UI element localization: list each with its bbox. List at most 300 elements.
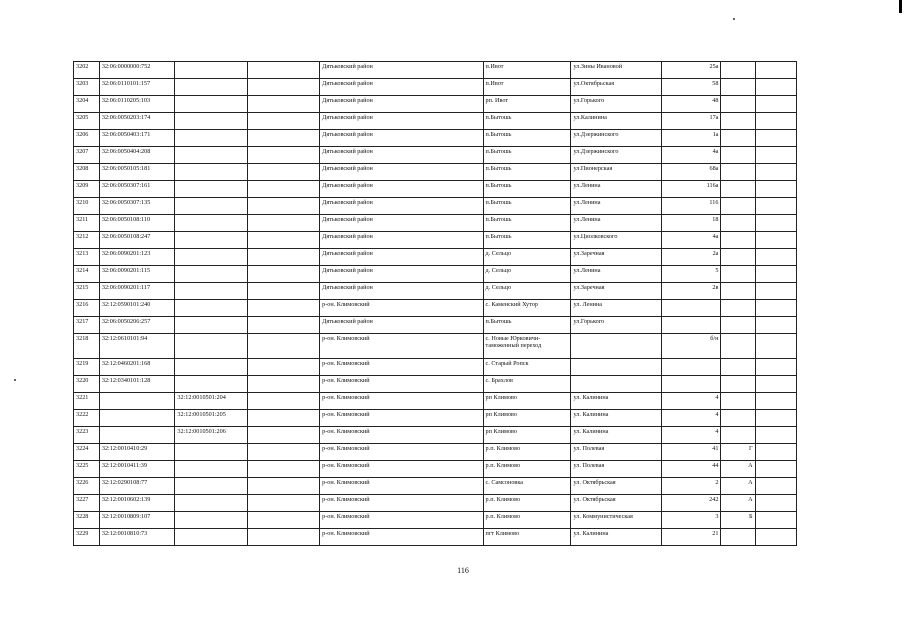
scan-edge-mark — [899, 0, 902, 13]
row-number-cell: 3214 — [74, 266, 100, 283]
empty-cell — [755, 198, 796, 215]
table-row — [74, 130, 797, 147]
empty-cell — [247, 181, 319, 198]
empty-cell — [755, 376, 796, 393]
cadastral-number-alt-cell — [175, 198, 247, 215]
empty-cell — [247, 393, 319, 410]
table-row — [74, 198, 797, 215]
house-number-cell — [662, 376, 721, 393]
cadastral-number-cell: 32:06:0050404:208 — [99, 147, 175, 164]
street-cell: ул.Циолковского — [571, 232, 662, 249]
empty-cell — [247, 96, 319, 113]
street-cell: ул.Заречная — [571, 283, 662, 300]
registry-table — [73, 61, 797, 546]
house-letter-cell — [721, 359, 755, 376]
empty-cell — [247, 529, 319, 546]
table-row — [74, 215, 797, 232]
row-number-cell: 3212 — [74, 232, 100, 249]
house-letter-cell — [721, 266, 755, 283]
cadastral-number-cell: 32:12:0010410:29 — [99, 444, 175, 461]
district-cell: Дятьковский район — [320, 232, 483, 249]
street-cell: ул. Полевая — [571, 444, 662, 461]
empty-cell — [755, 283, 796, 300]
cadastral-number-cell: 32:12:0340101:128 — [99, 376, 175, 393]
table-row — [74, 300, 797, 317]
house-letter-cell — [721, 62, 755, 79]
house-number-cell: 18 — [662, 215, 721, 232]
row-number-cell: 3211 — [74, 215, 100, 232]
cadastral-number-cell: 32:06:0090201:117 — [99, 283, 175, 300]
cadastral-number-alt-cell — [175, 512, 247, 529]
district-cell: р-он. Климовский — [320, 444, 483, 461]
empty-cell — [247, 376, 319, 393]
street-cell: ул. Коммунистическая — [571, 512, 662, 529]
table-row — [74, 113, 797, 130]
table-row — [74, 512, 797, 529]
district-cell: Дятьковский район — [320, 164, 483, 181]
house-number-cell: 4а — [662, 147, 721, 164]
cadastral-number-cell: 32:12:0010411:39 — [99, 461, 175, 478]
house-letter-cell: Г — [721, 444, 755, 461]
house-number-cell: 21 — [662, 529, 721, 546]
empty-cell — [755, 334, 796, 359]
street-cell: ул. Калинина — [571, 410, 662, 427]
cadastral-number-alt-cell — [175, 232, 247, 249]
table-row — [74, 334, 797, 359]
cadastral-number-cell: 32:06:0050203:174 — [99, 113, 175, 130]
street-cell: ул. Калинина — [571, 529, 662, 546]
cadastral-number-alt-cell — [175, 130, 247, 147]
locality-cell: п.Бытошь — [483, 147, 571, 164]
house-number-cell: 48 — [662, 96, 721, 113]
empty-cell — [247, 317, 319, 334]
locality-cell: п.Бытошь — [483, 113, 571, 130]
locality-cell: пгт Климово — [483, 529, 571, 546]
cadastral-number-alt-cell — [175, 249, 247, 266]
row-number-cell: 3208 — [74, 164, 100, 181]
district-cell: р-он. Климовский — [320, 529, 483, 546]
locality-cell: рп. Ивот — [483, 96, 571, 113]
empty-cell — [247, 249, 319, 266]
cadastral-number-cell: 32:06:0090201:123 — [99, 249, 175, 266]
empty-cell — [755, 79, 796, 96]
cadastral-number-cell: 32:12:0010809:107 — [99, 512, 175, 529]
district-cell: Дятьковский район — [320, 283, 483, 300]
district-cell: р-он. Климовский — [320, 334, 483, 359]
street-cell: ул. Октябрьская — [571, 478, 662, 495]
table-row — [74, 317, 797, 334]
locality-cell: п.Бытошь — [483, 215, 571, 232]
district-cell: р-он. Климовский — [320, 495, 483, 512]
house-letter-cell — [721, 410, 755, 427]
house-letter-cell — [721, 113, 755, 130]
empty-cell — [247, 461, 319, 478]
locality-cell: р.п. Климово — [483, 461, 571, 478]
street-cell: ул.Октябрьская — [571, 79, 662, 96]
house-letter-cell — [721, 79, 755, 96]
district-cell: р-он. Климовский — [320, 359, 483, 376]
district-cell: р-он. Климовский — [320, 376, 483, 393]
house-number-cell: 116 — [662, 198, 721, 215]
cadastral-number-alt-cell — [175, 376, 247, 393]
district-cell: р-он. Климовский — [320, 410, 483, 427]
table-row — [74, 461, 797, 478]
district-cell: Дятьковский район — [320, 249, 483, 266]
table-row — [74, 495, 797, 512]
house-letter-cell — [721, 317, 755, 334]
cadastral-number-cell: 32:06:0050108:110 — [99, 215, 175, 232]
district-cell: р-он. Климовский — [320, 478, 483, 495]
empty-cell — [755, 512, 796, 529]
empty-cell — [755, 444, 796, 461]
house-number-cell: 4 — [662, 393, 721, 410]
cadastral-number-alt-cell: 32:12:0010501:205 — [175, 410, 247, 427]
empty-cell — [247, 113, 319, 130]
cadastral-number-cell: 32:12:0610101:94 — [99, 334, 175, 359]
district-cell: р-он. Климовский — [320, 300, 483, 317]
cadastral-number-alt-cell — [175, 359, 247, 376]
cadastral-number-cell — [99, 393, 175, 410]
house-number-cell: 2 — [662, 478, 721, 495]
house-number-cell: 2а — [662, 249, 721, 266]
cadastral-number-alt-cell — [175, 283, 247, 300]
row-number-cell: 3217 — [74, 317, 100, 334]
empty-cell — [247, 427, 319, 444]
row-number-cell: 3215 — [74, 283, 100, 300]
row-number-cell: 3218 — [74, 334, 100, 359]
table-row — [74, 232, 797, 249]
cadastral-number-cell: 32:06:0050403:171 — [99, 130, 175, 147]
house-letter-cell: А — [721, 478, 755, 495]
row-number-cell: 3206 — [74, 130, 100, 147]
street-cell: ул.Ленина — [571, 215, 662, 232]
row-number-cell: 3224 — [74, 444, 100, 461]
cadastral-number-cell — [99, 410, 175, 427]
cadastral-number-cell: 32:06:0050307:135 — [99, 198, 175, 215]
street-cell: ул.Ленина — [571, 181, 662, 198]
house-letter-cell: Б — [721, 512, 755, 529]
house-number-cell: 68а — [662, 164, 721, 181]
street-cell — [571, 376, 662, 393]
house-letter-cell — [721, 376, 755, 393]
empty-cell — [755, 495, 796, 512]
empty-cell — [247, 215, 319, 232]
district-cell: Дятьковский район — [320, 317, 483, 334]
empty-cell — [755, 113, 796, 130]
table-row — [74, 96, 797, 113]
locality-cell: с. Новые Юрковичи-таможенный переход — [483, 334, 571, 359]
street-cell: ул. Ленина — [571, 300, 662, 317]
house-letter-cell — [721, 181, 755, 198]
empty-cell — [755, 529, 796, 546]
table-row — [74, 427, 797, 444]
district-cell: Дятьковский район — [320, 198, 483, 215]
table-row — [74, 181, 797, 198]
table-row — [74, 359, 797, 376]
locality-cell: п.Бытошь — [483, 181, 571, 198]
house-letter-cell: А — [721, 495, 755, 512]
house-number-cell — [662, 359, 721, 376]
cadastral-number-cell: 32:06:0110205:103 — [99, 96, 175, 113]
cadastral-number-alt-cell — [175, 181, 247, 198]
district-cell: р-он. Климовский — [320, 393, 483, 410]
house-number-cell: 58 — [662, 79, 721, 96]
locality-cell: р.п. Климово — [483, 512, 571, 529]
scan-speck — [14, 379, 16, 381]
table-row — [74, 283, 797, 300]
empty-cell — [755, 232, 796, 249]
house-letter-cell — [721, 147, 755, 164]
empty-cell — [755, 300, 796, 317]
street-cell — [571, 334, 662, 359]
row-number-cell: 3228 — [74, 512, 100, 529]
street-cell: ул. Калинина — [571, 427, 662, 444]
cadastral-number-alt-cell: 32:12:0010501:206 — [175, 427, 247, 444]
row-number-cell: 3202 — [74, 62, 100, 79]
empty-cell — [755, 164, 796, 181]
cadastral-number-alt-cell: 32:12:0010501:204 — [175, 393, 247, 410]
table-row — [74, 147, 797, 164]
row-number-cell: 3207 — [74, 147, 100, 164]
empty-cell — [755, 461, 796, 478]
street-cell: ул.Калинина — [571, 113, 662, 130]
district-cell: р-он. Климовский — [320, 461, 483, 478]
cadastral-number-alt-cell — [175, 478, 247, 495]
street-cell: ул.Дзержинского — [571, 130, 662, 147]
house-letter-cell — [721, 283, 755, 300]
locality-cell: рп Климово — [483, 410, 571, 427]
locality-cell: с. Самсоновка — [483, 478, 571, 495]
empty-cell — [247, 79, 319, 96]
house-letter-cell — [721, 164, 755, 181]
cadastral-number-cell: 32:06:0110101:157 — [99, 79, 175, 96]
locality-cell: р.п. Климово — [483, 495, 571, 512]
cadastral-number-alt-cell — [175, 164, 247, 181]
cadastral-number-cell: 32:06:0050105:181 — [99, 164, 175, 181]
locality-cell: д. Сельцо — [483, 283, 571, 300]
locality-cell: д. Сельцо — [483, 249, 571, 266]
house-number-cell: б/н — [662, 334, 721, 359]
cadastral-number-cell: 32:12:0460201:168 — [99, 359, 175, 376]
locality-cell: рп Климово — [483, 393, 571, 410]
row-number-cell: 3222 — [74, 410, 100, 427]
street-cell: ул. Калинина — [571, 393, 662, 410]
empty-cell — [247, 512, 319, 529]
house-letter-cell — [721, 232, 755, 249]
cadastral-number-cell: 32:06:0050307:161 — [99, 181, 175, 198]
empty-cell — [247, 359, 319, 376]
street-cell: ул. Полевая — [571, 461, 662, 478]
empty-cell — [755, 317, 796, 334]
cadastral-number-cell: 32:06:0090201:115 — [99, 266, 175, 283]
empty-cell — [755, 478, 796, 495]
empty-cell — [755, 249, 796, 266]
locality-cell: п.Ивот — [483, 62, 571, 79]
row-number-cell: 3205 — [74, 113, 100, 130]
locality-cell: п.Бытошь — [483, 317, 571, 334]
cadastral-number-cell: 32:06:0050206:257 — [99, 317, 175, 334]
house-letter-cell — [721, 198, 755, 215]
district-cell: Дятьковский район — [320, 130, 483, 147]
table-row — [74, 410, 797, 427]
house-number-cell — [662, 300, 721, 317]
table-row — [74, 62, 797, 79]
empty-cell — [247, 164, 319, 181]
empty-cell — [247, 130, 319, 147]
empty-cell — [247, 300, 319, 317]
street-cell: ул.Ленина — [571, 198, 662, 215]
table-row — [74, 79, 797, 96]
cadastral-number-alt-cell — [175, 62, 247, 79]
locality-cell: д. Сельцо — [483, 266, 571, 283]
house-number-cell: 17а — [662, 113, 721, 130]
empty-cell — [755, 181, 796, 198]
empty-cell — [247, 62, 319, 79]
district-cell: Дятьковский район — [320, 79, 483, 96]
house-letter-cell — [721, 249, 755, 266]
locality-cell: п.Бытошь — [483, 130, 571, 147]
page-number: 116 — [457, 566, 469, 575]
empty-cell — [247, 444, 319, 461]
house-letter-cell — [721, 96, 755, 113]
cadastral-number-cell: 32:12:0290108:77 — [99, 478, 175, 495]
table-row — [74, 376, 797, 393]
district-cell: Дятьковский район — [320, 113, 483, 130]
house-number-cell: 242 — [662, 495, 721, 512]
row-number-cell: 3204 — [74, 96, 100, 113]
table-row — [74, 444, 797, 461]
street-cell: ул.Ленина — [571, 266, 662, 283]
cadastral-number-cell: 32:12:0590101:240 — [99, 300, 175, 317]
house-number-cell: 3 — [662, 512, 721, 529]
cadastral-number-alt-cell — [175, 96, 247, 113]
cadastral-number-alt-cell — [175, 79, 247, 96]
house-letter-cell — [721, 393, 755, 410]
house-letter-cell — [721, 300, 755, 317]
row-number-cell: 3210 — [74, 198, 100, 215]
table-row — [74, 249, 797, 266]
locality-cell: с. Брахлов — [483, 376, 571, 393]
street-cell — [571, 359, 662, 376]
locality-cell: р.п. Климово — [483, 444, 571, 461]
cadastral-number-alt-cell — [175, 147, 247, 164]
cadastral-number-cell: 32:12:0010602:139 — [99, 495, 175, 512]
cadastral-number-alt-cell — [175, 461, 247, 478]
house-number-cell: 25а — [662, 62, 721, 79]
scan-speck — [733, 18, 735, 20]
district-cell: Дятьковский район — [320, 96, 483, 113]
locality-cell: с. Каменский Хутор — [483, 300, 571, 317]
locality-cell: п.Бытошь — [483, 164, 571, 181]
table-row — [74, 266, 797, 283]
house-number-cell: 4а — [662, 232, 721, 249]
empty-cell — [247, 478, 319, 495]
empty-cell — [755, 427, 796, 444]
district-cell: Дятьковский район — [320, 62, 483, 79]
registry-rows — [74, 62, 797, 546]
table-row — [74, 478, 797, 495]
house-letter-cell: А — [721, 461, 755, 478]
empty-cell — [247, 283, 319, 300]
house-number-cell: 4 — [662, 427, 721, 444]
row-number-cell: 3203 — [74, 79, 100, 96]
house-number-cell: 44 — [662, 461, 721, 478]
locality-cell: п.Бытошь — [483, 232, 571, 249]
street-cell: ул.Пионерская — [571, 164, 662, 181]
street-cell: ул.Зины Ивановой — [571, 62, 662, 79]
cadastral-number-alt-cell — [175, 266, 247, 283]
house-number-cell: 1а — [662, 130, 721, 147]
empty-cell — [247, 266, 319, 283]
empty-cell — [755, 266, 796, 283]
district-cell: р-он. Климовский — [320, 427, 483, 444]
empty-cell — [755, 393, 796, 410]
row-number-cell: 3226 — [74, 478, 100, 495]
house-number-cell — [662, 317, 721, 334]
empty-cell — [247, 495, 319, 512]
cadastral-number-alt-cell — [175, 495, 247, 512]
cadastral-number-alt-cell — [175, 334, 247, 359]
empty-cell — [755, 62, 796, 79]
cadastral-number-alt-cell — [175, 529, 247, 546]
district-cell: Дятьковский район — [320, 147, 483, 164]
table-row — [74, 393, 797, 410]
cadastral-number-alt-cell — [175, 317, 247, 334]
cadastral-number-alt-cell — [175, 215, 247, 232]
house-number-cell: 116а — [662, 181, 721, 198]
empty-cell — [247, 410, 319, 427]
locality-cell: п.Бытошь — [483, 198, 571, 215]
district-cell: Дятьковский район — [320, 215, 483, 232]
row-number-cell: 3223 — [74, 427, 100, 444]
row-number-cell: 3220 — [74, 376, 100, 393]
house-letter-cell — [721, 215, 755, 232]
row-number-cell: 3229 — [74, 529, 100, 546]
empty-cell — [755, 147, 796, 164]
house-letter-cell — [721, 529, 755, 546]
empty-cell — [247, 198, 319, 215]
house-letter-cell — [721, 130, 755, 147]
cadastral-number-cell: 32:06:0000000:752 — [99, 62, 175, 79]
cadastral-number-alt-cell — [175, 300, 247, 317]
house-number-cell: 41 — [662, 444, 721, 461]
cadastral-number-cell: 32:12:0010810:73 — [99, 529, 175, 546]
table-row — [74, 164, 797, 181]
cadastral-number-cell — [99, 427, 175, 444]
empty-cell — [755, 215, 796, 232]
empty-cell — [247, 334, 319, 359]
row-number-cell: 3227 — [74, 495, 100, 512]
empty-cell — [755, 96, 796, 113]
row-number-cell: 3225 — [74, 461, 100, 478]
district-cell: р-он. Климовский — [320, 512, 483, 529]
empty-cell — [247, 147, 319, 164]
district-cell: Дятьковский район — [320, 181, 483, 198]
house-number-cell: 2в — [662, 283, 721, 300]
street-cell: ул.Заречная — [571, 249, 662, 266]
empty-cell — [755, 130, 796, 147]
row-number-cell: 3219 — [74, 359, 100, 376]
street-cell: ул.Горького — [571, 96, 662, 113]
row-number-cell: 3216 — [74, 300, 100, 317]
row-number-cell: 3221 — [74, 393, 100, 410]
empty-cell — [247, 232, 319, 249]
street-cell: ул.Горького — [571, 317, 662, 334]
table-row — [74, 529, 797, 546]
district-cell: Дятьковский район — [320, 266, 483, 283]
empty-cell — [755, 410, 796, 427]
house-number-cell: 5 — [662, 266, 721, 283]
